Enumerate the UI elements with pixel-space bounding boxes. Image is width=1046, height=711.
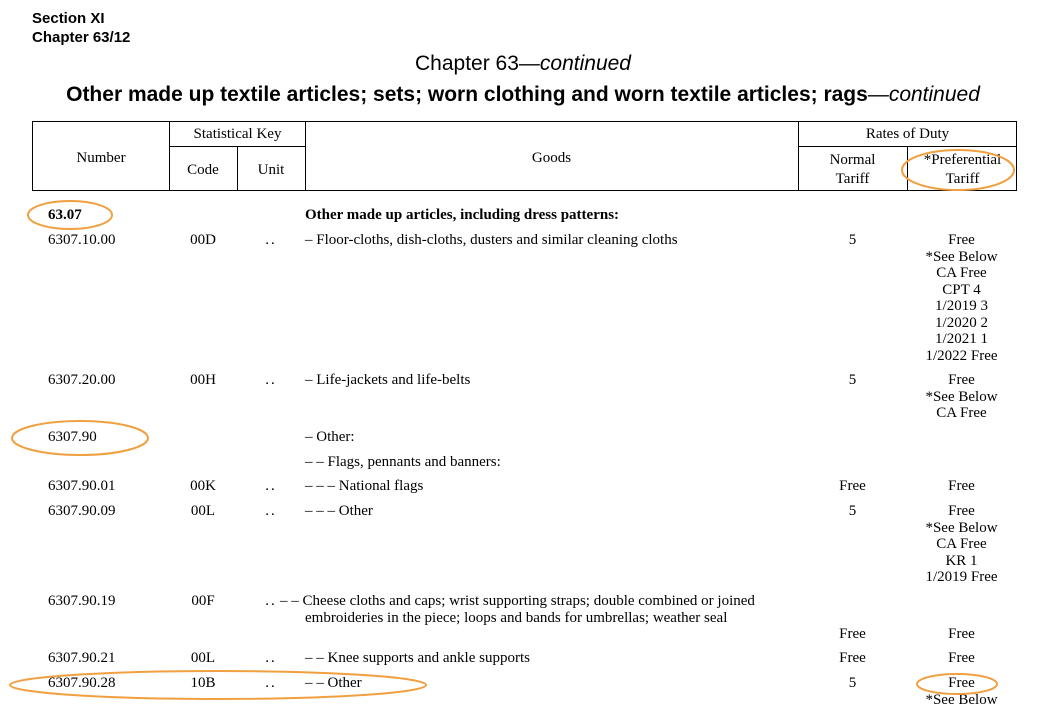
table-row-pref [908, 503, 1015, 586]
table-row-unit: .. [265, 232, 277, 248]
pref-line: Free [948, 675, 975, 691]
pref-line: CPT 4 [942, 281, 981, 298]
table-row-number: 6307.90.19 [48, 593, 116, 609]
header-statistical-key: Statistical Key [193, 126, 282, 142]
pref-line: *See Below [925, 388, 998, 405]
table-row-pref [908, 675, 1015, 708]
table-row-number: 6307.90.28 [48, 675, 116, 691]
pref-line: 1/2019 Free [925, 569, 998, 585]
pref-line: Free [948, 650, 975, 666]
table-row-normal: Free [839, 650, 866, 666]
header-pref-line2: Tariff [945, 171, 980, 187]
pref-line: 1/2019 3 [935, 298, 988, 314]
table-row-unit: .. [265, 372, 277, 388]
chapter-continued: —continued [518, 52, 631, 75]
header-unit: Unit [257, 162, 285, 178]
pref-line: *See Below [925, 519, 998, 536]
header-normal-tariff [798, 151, 907, 189]
table-row-code: 10B [190, 675, 216, 691]
table-row-goods: – – – Other [305, 503, 373, 519]
table-row-goods: – Other: [305, 429, 355, 445]
table-row-goods: – – – National flags [305, 478, 424, 494]
table-row-code: 00F [191, 593, 215, 609]
pref-line: KR 1 [945, 552, 978, 569]
header-normal-line1: Normal [829, 152, 876, 168]
pref-line: Free [948, 372, 975, 388]
pref-line: CA Free [936, 405, 987, 421]
table-row-pref [908, 478, 1015, 495]
table-row-goods: – – Other [305, 675, 362, 691]
header-pref-line1: *Preferential [923, 152, 1002, 168]
table-row-goods: – Life-jackets and life-belts [305, 372, 471, 388]
table-row-number: 6307.90.21 [48, 650, 116, 666]
pref-line: 1/2021 1 [935, 331, 988, 347]
table-row-number: 6307.90.09 [48, 503, 116, 519]
header-rates-of-duty: Rates of Duty [865, 126, 950, 142]
pref-line: Free [948, 478, 975, 494]
chapter-heading [0, 52, 1046, 76]
table-row-pref [908, 626, 1015, 643]
table-row-goods: – Floor-cloths, dish-cloths, dusters and similar cleaning cloths [305, 232, 678, 248]
table-row-normal: 5 [848, 503, 857, 519]
table-row-unit: .. [265, 650, 277, 666]
subtitle-text: Other made up textile articles; sets; worn clothing and worn textile articles; rags [66, 83, 868, 106]
pref-line: Free [948, 626, 975, 642]
header-goods: Goods [531, 150, 572, 166]
table-row-pref [908, 650, 1015, 667]
table-row-unit: .. [265, 478, 277, 494]
table-row-normal: 5 [848, 675, 857, 691]
table-row-number: 6307.90.01 [48, 478, 116, 494]
row-goods-heading: Other made up articles, including dress patterns: [305, 207, 620, 223]
table-row-goods: – – Knee supports and ankle supports [305, 650, 530, 666]
table-row-pref [908, 372, 1015, 422]
table-row-code: 00K [190, 478, 216, 494]
table-row-goods-text: – – Cheese cloths and caps; wrist supporting straps; double combined or joined embroideries in the piece; loops and bands for umbrellas; weather seal [280, 593, 755, 626]
table-row-unit: .. [265, 593, 277, 609]
page-subtitle [0, 83, 1046, 107]
pref-line: Free [948, 503, 975, 519]
table-row-number: 6307.90 [48, 429, 97, 445]
chapter-title: Chapter 63 [415, 52, 519, 75]
header-code: Code [187, 162, 219, 178]
pref-line: CA Free [936, 536, 987, 552]
pref-line: *See Below [925, 248, 998, 265]
pref-line: 1/2020 2 [935, 314, 988, 331]
chapter-page: Chapter 63/12 [32, 29, 131, 46]
header-number: Number [76, 150, 126, 166]
table-row-code: 00L [190, 503, 216, 519]
table-row-goods [280, 593, 770, 626]
table-row-goods: – – Flags, pennants and banners: [305, 454, 501, 470]
pref-line: CA Free [936, 265, 987, 281]
table-row-normal: Free [839, 478, 866, 494]
header-normal-line2: Tariff [835, 171, 870, 187]
table-row-number: 6307.10.00 [48, 232, 116, 248]
header-preferential-tariff [908, 151, 1017, 189]
table-row-code: 00H [190, 372, 216, 388]
table-row-unit: .. [265, 675, 277, 691]
section-number: Section XI [32, 10, 105, 27]
table-row-unit: .. [265, 503, 277, 519]
table-header [32, 121, 1017, 191]
table-row-code: 00L [190, 650, 216, 666]
row-number-63-07: 63.07 [48, 207, 82, 223]
table-row-code: 00D [190, 232, 216, 248]
pref-line: 1/2022 Free [925, 347, 998, 364]
table-row-normal: 5 [848, 372, 857, 388]
pref-line: *See Below [925, 691, 998, 708]
table-row-normal: 5 [848, 232, 857, 248]
table-row-pref [908, 232, 1015, 364]
section-label [32, 9, 130, 47]
table-row-number: 6307.20.00 [48, 372, 116, 388]
pref-line: Free [948, 232, 975, 248]
subtitle-continued: —continued [867, 83, 980, 106]
table-row-normal: Free [839, 626, 866, 642]
